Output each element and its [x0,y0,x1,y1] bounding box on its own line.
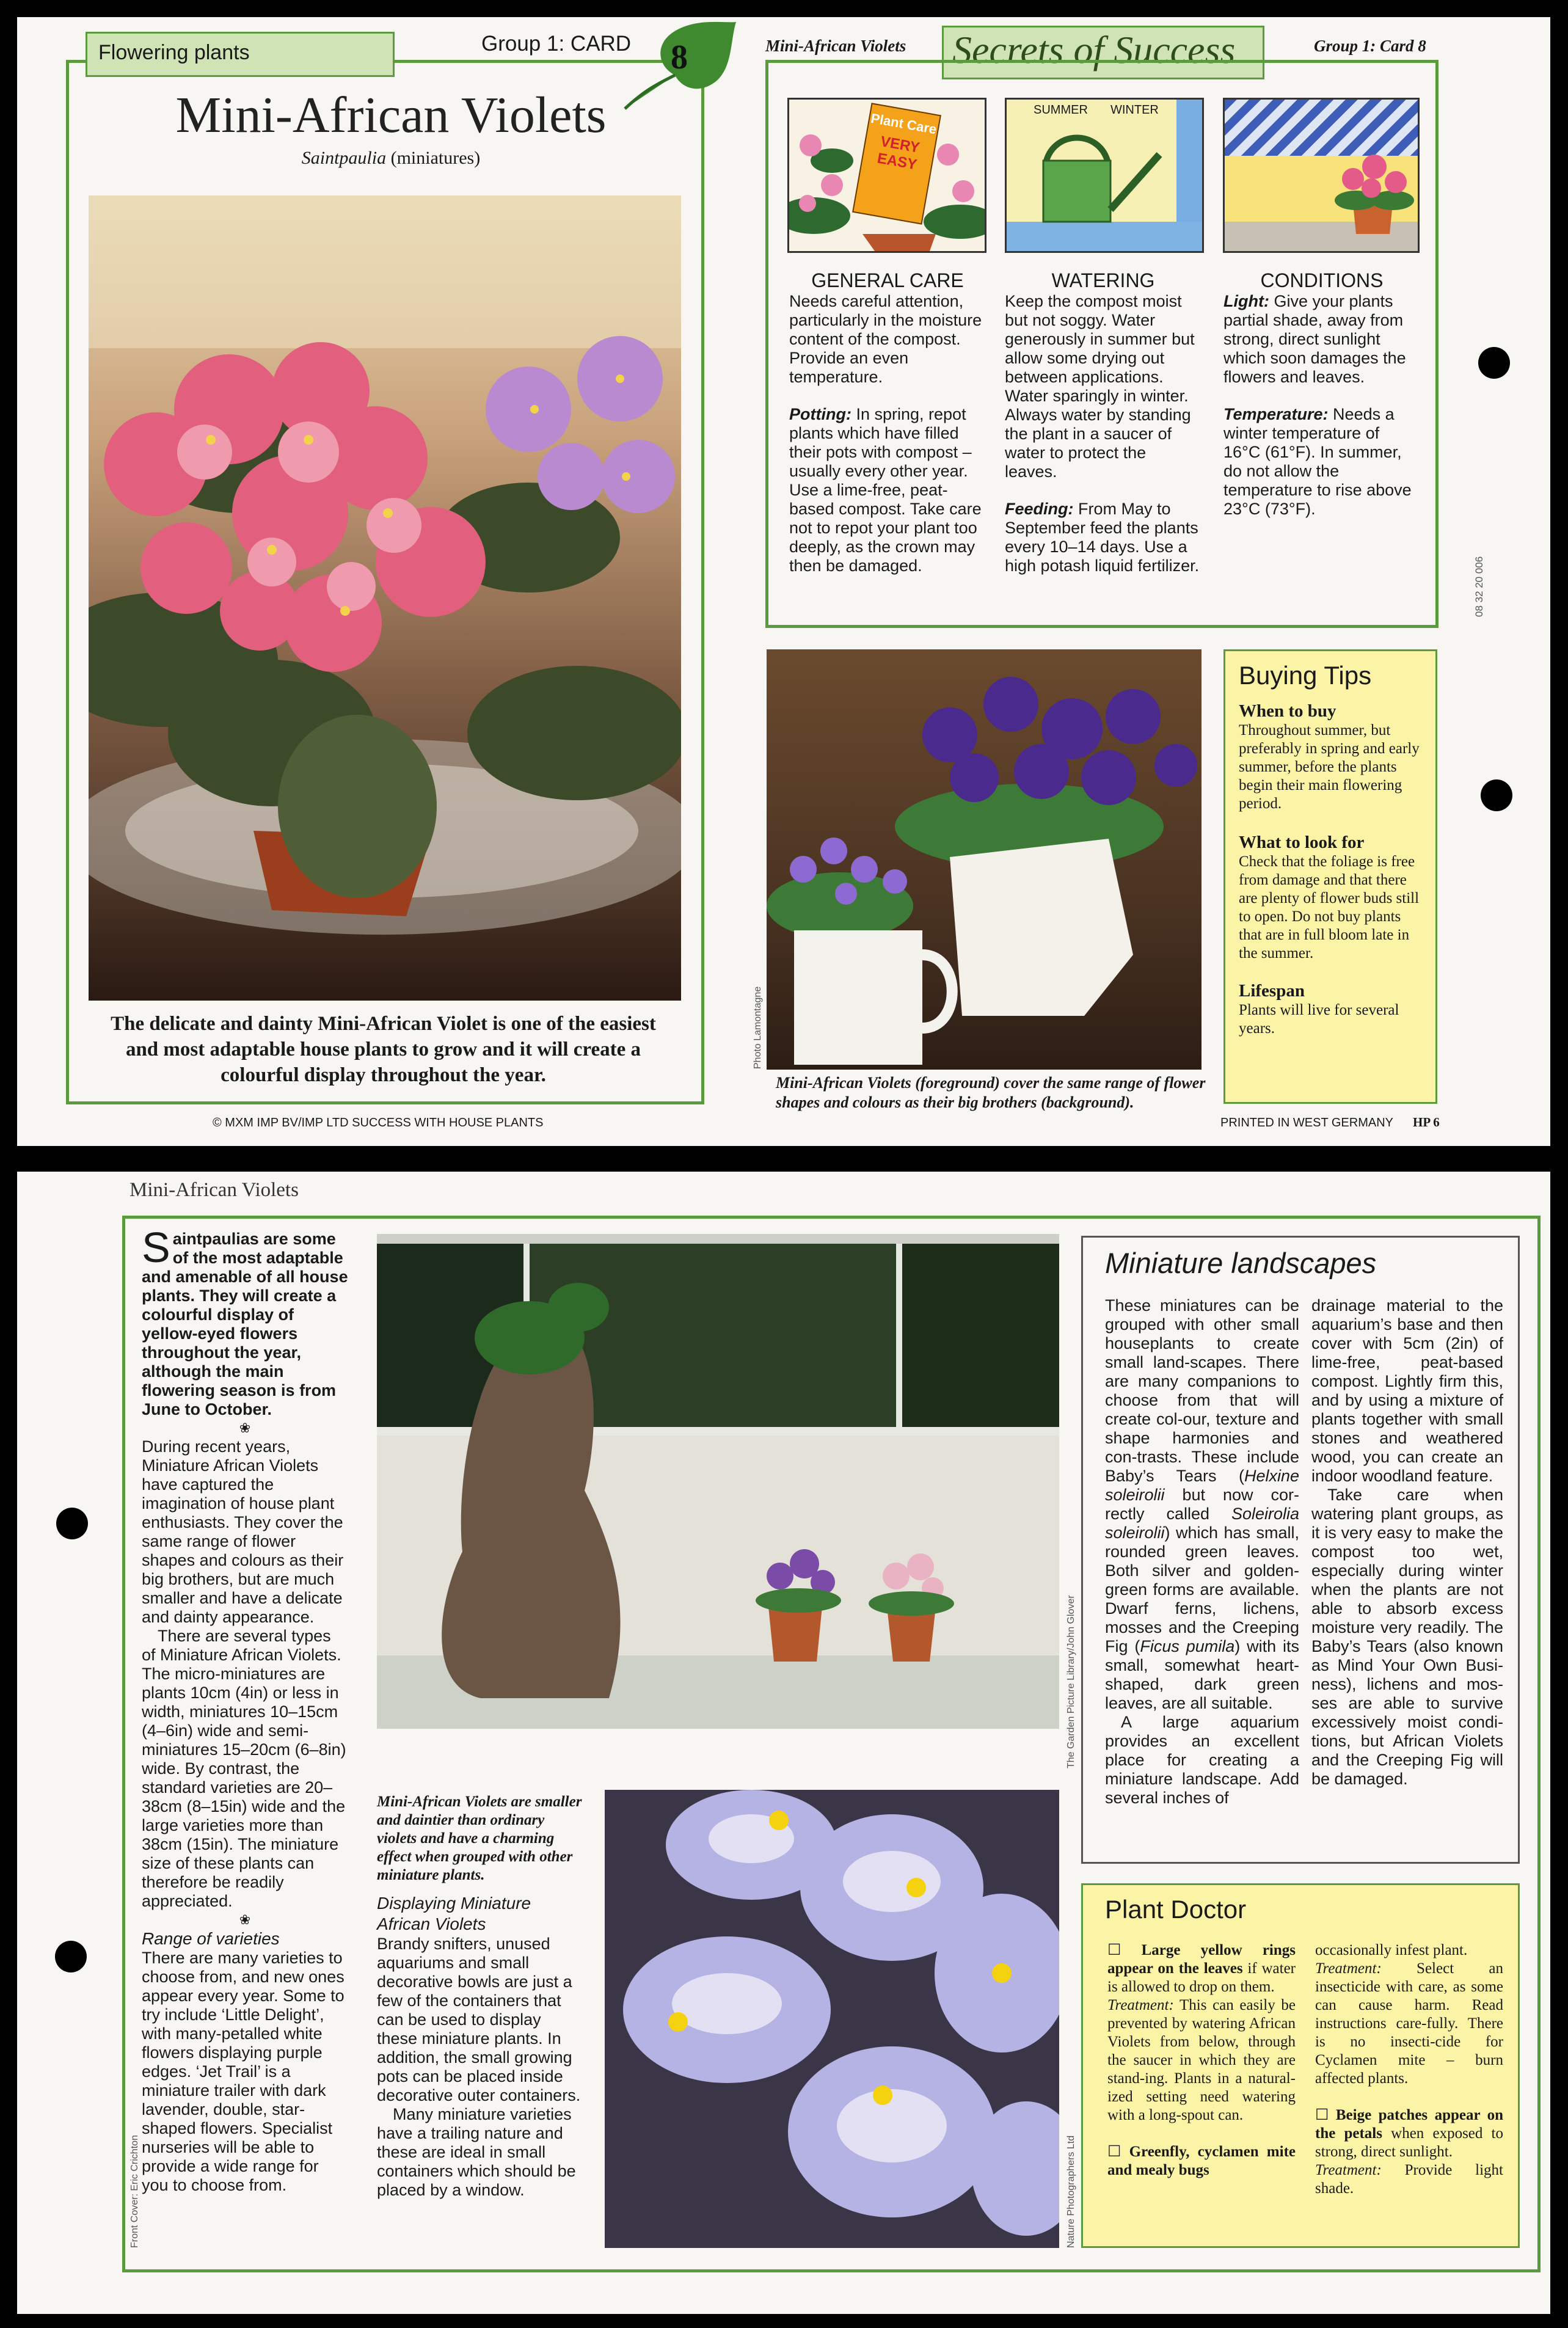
badge-line-1: Plant Care [869,110,938,137]
watering-illustration [1005,98,1204,253]
lifespan-text: Plants will live for several years. [1239,1002,1399,1037]
col1-paragraph-1: During recent years, Miniature African Violets have captured the imagination of house plant enthusiasts. They cover the same range of flower shapes and colours as their big brothers, but are much smaller and have a delicate and dainty appearance. [142,1437,344,1626]
badge-line-3: EASY [876,150,919,173]
landscapes-title: Miniature landscapes [1105,1247,1377,1279]
ornament: ❀ [239,1912,251,1927]
plant-doctor-col-a [1107,1941,1296,2180]
window-sill-photo [377,1234,1059,1729]
doctor-item-2: ☐ Greenfly, cyclamen mite and mealy bugs [1107,2144,1296,2178]
window-photo-caption: Mini-African Violets are smaller and daintier than ordinary violets and have a charming effect when grouped with other miniature plants. [377,1793,582,1883]
copyright-line: © MXM IMP BV/IMP LTD SUCCESS WITH HOUSE PLANTS [213,1116,544,1129]
secrets-title: Secrets of Success [952,28,1236,71]
col1-paragraph-2: There are several types of Miniature African Violets. The micro-miniatures are plants 10cm (4in) or less in width, miniatures 10–15cm (4–6in) wide and semi-miniatures 15–20cm (6–8in) wide. By contrast, the standard varieties are 20–38cm (8–15in) wide and the large varieties more than 38cm (15in). The miniature size of these plants can therefore be readily appreciated. [142,1627,346,1910]
binder-hole [56,1508,88,1539]
mugs-photo-caption: Mini-African Violets (foreground) cover the same range of flower shapes and colours as their big brothers (background). [776,1074,1206,1111]
general-care-illustration [787,98,986,253]
plant-doctor-title: Plant Doctor [1105,1895,1247,1924]
landscapes-col-a: These miniatures can be grouped with other small houseplants to create small land-scapes. There are many companions to choose from that will create col-our, texture and shape harmonies and con-trasts. These include Baby’s Tears (Helxine soleirolii but now cor-rectly called Soleirolia soleirolii) which has small, rounded green leaves. Both silver and golden-green forms are available. Dwarf ferns, lichens, mosses and the Creeping Fig (Ficus pumila) with its small, somewhat heart-shaped, dark green leaves, are all suitable. A large aquarium provides an excellent place for creating a miniature landscape. Add several inches of [1105,1296,1299,1807]
main-violet-photo [89,195,681,1001]
what-to-look-for-heading: What to look for [1239,833,1365,852]
binder-hole [55,1941,87,1972]
category-label: Flowering plants [98,41,250,64]
intro-caption: The delicate and dainty Mini-African Violet is one of the easiest and most adaptable house plants to grow and it will create a colourful display throughout the year. [111,1013,656,1086]
plant-doctor-panel [1081,1883,1520,2248]
when-to-buy-heading: When to buy [1239,701,1336,721]
latin-name: Saintpaulia (miniatures) [301,148,481,168]
conditions-illustration [1223,98,1420,253]
binder-hole [1481,779,1512,811]
binder-hole [1478,347,1510,379]
page-title: Mini-African Violets [175,87,607,144]
displaying-paragraph-2: Many miniature varieties have a trailing nature and these are ideal in small containers which should be placed by a window. [377,2105,576,2199]
ornament: ❀ [239,1420,251,1436]
displaying-heading: Displaying Miniature African Violets [377,1894,531,1933]
watering-column [1005,269,1202,575]
group-card-label: Group 1: CARD [481,32,632,56]
buying-tips-panel [1223,649,1437,1104]
violets-in-mugs-photo [767,649,1202,1070]
doctor-item-2-treatment: Treatment: Select an insecticide with care, as some can cause harm. Read instructions care-fully. There is no insecti-cide for Cyclamen mite – burn affected plants. [1315,1960,1503,2087]
doctor-item-1-treatment: Treatment: This can easily be prevented by watering African Violets from below, through the saucer in which they are stand-ing. Plants in a natural-ized setting need watering with a long-spout can. [1107,1997,1296,2123]
when-to-buy-text: Throughout summer, but preferably in spring and early summer, before the plants begin their main flowering period. [1239,722,1420,812]
landscapes-panel [1081,1236,1520,1864]
printed-line: PRINTED IN WEST GERMANY [1220,1116,1393,1129]
potted-violet-icon [1225,100,1418,251]
season-winter: WINTER [1110,103,1159,117]
doctor-item-3: ☐ Beige patches appear on the petals when exposed to strong, direct sunlight. [1315,2107,1503,2160]
back-header: Mini-African Violets [129,1179,299,1201]
intro-column [142,1224,348,2195]
buying-tips-title: Buying Tips [1239,661,1372,690]
right-header-group: Group 1: Card 8 [1314,37,1426,55]
general-care-text: Needs careful attention, particularly in the moisture content of the compost. Provide an even temperature. [789,292,982,386]
badge-line-2: VERY [879,133,921,156]
season-summer: SUMMER [1034,103,1088,117]
landscapes-aquarium-text: A large aquarium provides an excellent place for creating a miniature landscape. Add several inches of [1105,1713,1299,1807]
plant-doctor-col-b [1315,1941,1503,2198]
displaying-paragraph-1: Brandy snifters, unused aquariums and small decorative bowls are just a few of the containers that can be used to display these miniature plants. In addition, the small growing pots can be placed inside decorative outer containers. [377,1935,581,2104]
photo-credit: Photo Lamontagne [753,986,763,1069]
doctor-item-1: ☐ Large yellow rings appear on the leaves if water is allowed to drop on them. [1107,1942,1296,1995]
watering-text: Keep the compost moist but not soggy. Water generously in summer but allow some drying out between applications. Water sparingly in winter. Always water by standing the plant in a saucer of water to protect the leaves. [1005,292,1195,481]
conditions-column [1223,269,1420,519]
landscapes-drainage-text: drainage material to the aquarium’s base and then cover with 5cm (2in) of lime-free, peat-based compost. Lightly firm this, and by using a mixture of plants together with small stones and weathered wood, you can create an indoor woodland feature. [1311,1296,1503,1485]
range-heading: Range of varieties [142,1929,280,1948]
violet-plant-illustration [89,195,681,1001]
watering-can-icon [1007,100,1202,251]
general-care-column [789,269,986,575]
intro-paragraph: Saintpaulias are some of the most adaptable and amenable of all house plants. They will create a colourful display of yellow-eyed flowers throughout the year, although the main flowering season is from June to October. [142,1224,348,1418]
watering-heading: WATERING [1051,269,1155,291]
displaying-column [377,1793,582,2200]
landscapes-col-b [1311,1296,1503,1789]
landscapes-watering-text: Take care when watering plant groups, as it is very easy to make the compost too wet, especially during winter when the plants are not able to absorb excess moisture very readily. The Baby’s Tears (also known as Mind Your Own Busi-ness), lichens and mos-ses are able to survive excessively moist condi-tions, but African Violets and the Creeping Fig will be damaged. [1311,1486,1503,1788]
doctor-item-3-treatment: Treatment: Provide light shade. [1315,2162,1503,2197]
drop-cap: S [142,1224,170,1271]
lifespan-heading: Lifespan [1239,981,1305,1001]
temperature-text: Temperature: Needs a winter temperature of 16°C (61°F). In summer, do not allow the temperature to rise above 23°C (73°F). [1223,405,1412,518]
light-text: Light: Give your plants partial shade, away from strong, direct sunlight which soon damages the flowers and leaves. [1223,292,1406,386]
feeding-text: Feeding: From May to September feed the plants every 10–14 days. Use a high potash liquid fertilizer. [1005,500,1200,575]
card-number: 8 [671,38,688,76]
what-to-look-for-text: Check that the foliage is free from damage and that there are plenty of flower buds still to open. Do not buy plants that are in full bloom late in the summer. [1239,853,1420,961]
hp-code: HP 6 [1413,1115,1440,1129]
category-tab [86,32,395,77]
flowers-photo-credit: Nature Photographers Ltd [1066,2135,1076,2248]
col1-paragraph-3: There are many varieties to choose from, and new ones appear every year. Some to try include ‘Little Delight’, with many-petalled white flowers displaying purple edges. ‘Jet Trail’ is a miniature trailer with dark lavender, double, star-shaped flowers. Specialist nurseries will be able to provide a wide range for you to choose from. [142,1949,345,2194]
cover-credit: Front Cover: Eric Crichton [129,2135,140,2248]
flowers-closeup-photo [605,1790,1059,2248]
general-care-heading: GENERAL CARE [811,269,964,291]
window-photo-credit: The Garden Picture Library/John Glover [1066,1595,1076,1768]
right-header-title: Mini-African Violets [765,37,906,55]
doctor-item-2-rest: occasionally infest plant. [1315,1942,1468,1958]
potting-text: Potting: In spring, repot plants which have filled their pots with compost – usually every other year. Use a lime-free, peat-based compost. Take care not to repot your plant too deeply, as the crown may then be damaged. [789,405,982,575]
side-code: 08 32 20 006 [1473,556,1485,617]
conditions-heading: CONDITIONS [1260,269,1384,291]
